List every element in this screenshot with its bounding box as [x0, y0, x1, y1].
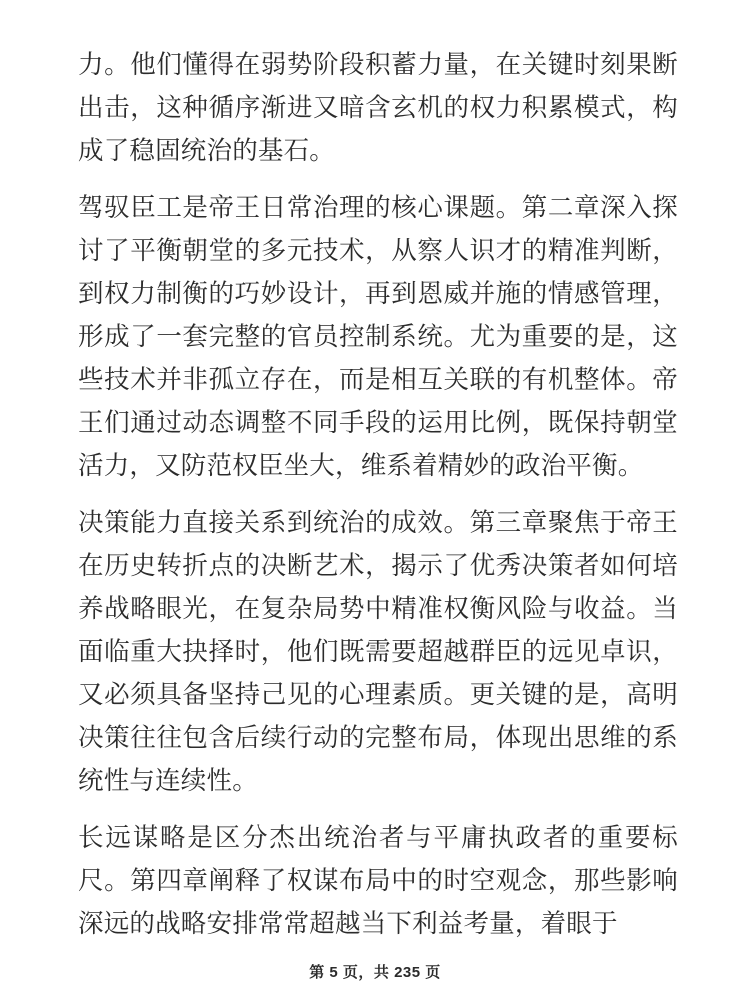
paragraph: 决策能力直接关系到统治的成效。第三章聚焦于帝王在历史转折点的决断艺术，揭示了优秀决策者如何培养战略眼光，在复杂局势中精准权衡风险与收益。当面临重大抉择时，他们既需要超越群臣的远见卓识，又必须具备坚持己见的心理素质。更关键的是，高明决策往往包含后续行动的完整布局，体现出思维的系统性与连续性。: [78, 509, 678, 795]
page-number-label: 第 5 页，共 235 页: [309, 964, 441, 981]
page-footer: [0, 961, 750, 982]
paragraph: 力。他们懂得在弱势阶段积蓄力量，在关键时刻果断出击，这种循序渐进又暗含玄机的权力积累模式，构成了稳固统治的基石。: [78, 51, 678, 165]
page-body: [78, 44, 678, 1000]
paragraph: 驾驭臣工是帝王日常治理的核心课题。第二章深入探讨了平衡朝堂的多元技术，从察人识才的精准判断，到权力制衡的巧妙设计，再到恩威并施的情感管理，形成了一套完整的官员控制系统。尤为重要的是，这些技术并非孤立存在，而是相互关联的有机整体。帝王们通过动态调整不同手段的运用比例，既保持朝堂活力，又防范权臣坐大，维系着精妙的政治平衡。: [78, 194, 678, 480]
paragraph: 长远谋略是区分杰出统治者与平庸执政者的重要标尺。第四章阐释了权谋布局中的时空观念，那些影响深远的战略安排常常超越当下利益考量，着眼于: [78, 824, 678, 938]
